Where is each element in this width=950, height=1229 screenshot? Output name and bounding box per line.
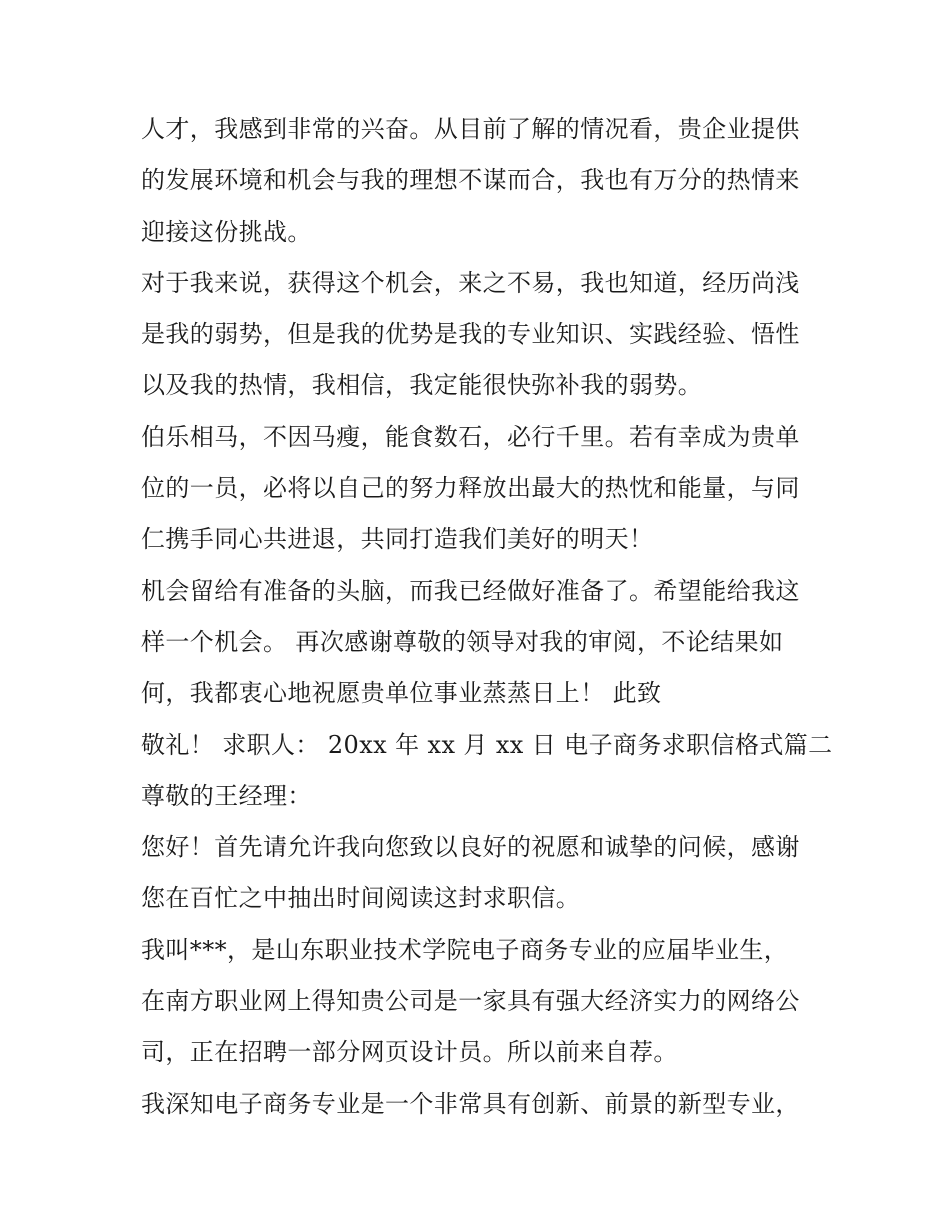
text-line: 您好！首先请允许我向您致以良好的祝愿和诚挚的问候，感谢 bbox=[141, 833, 800, 862]
text-line: 在南方职业网上得知贵公司是一家具有强大经济实力的网络公 bbox=[141, 987, 800, 1016]
salutation: 尊敬的王经理： bbox=[141, 781, 312, 810]
text-line: 敬礼！ 求职人： 20xx 年 xx 月 xx 日 电子商务求职信格式篇二 bbox=[141, 730, 833, 759]
text-line: 对于我来说，获得这个机会，来之不易，我也知道，经历尚浅 bbox=[141, 268, 800, 297]
text-line: 我叫***，是山东职业技术学院电子商务专业的应届毕业生， bbox=[141, 935, 789, 964]
text-line: 人才，我感到非常的兴奋。从目前了解的情况看，贵企业提供 bbox=[141, 115, 800, 143]
text-line: 是我的弱势，但是我的优势是我的专业知识、实践经验、悟性 bbox=[141, 320, 800, 349]
text-line: 何，我都衷心地祝愿贵单位事业蒸蒸日上！ 此致 bbox=[141, 679, 662, 708]
text-line: 位的一员，必将以自己的努力释放出最大的热忱和能量，与同 bbox=[141, 474, 800, 503]
text-line: 我深知电子商务专业是一个非常具有创新、前景的新型专业， bbox=[141, 1089, 800, 1118]
text-line: 伯乐相马，不因马瘦，能食数石，必行千里。若有幸成为贵单 bbox=[141, 422, 800, 451]
text-line: 的发展环境和机会与我的理想不谋而合，我也有万分的热情来 bbox=[141, 166, 800, 195]
text-line: 仁携手同心共进退，共同打造我们美好的明天！ bbox=[141, 525, 654, 554]
letter-body bbox=[141, 104, 833, 1130]
text-line: 机会留给有准备的头脑，而我已经做好准备了。希望能给我这 bbox=[141, 576, 800, 605]
text-line: 您在百忙之中抽出时间阅读这封求职信。 bbox=[141, 884, 581, 913]
text-line: 样一个机会。 再次感谢尊敬的领导对我的审阅，不论结果如 bbox=[141, 627, 784, 656]
text-line: 司，正在招聘一部分网页设计员。所以前来自荐。 bbox=[141, 1038, 678, 1067]
text-line: 以及我的热情，我相信，我定能很快弥补我的弱势。 bbox=[141, 371, 703, 400]
text-line: 迎接这份挑战。 bbox=[141, 217, 312, 246]
